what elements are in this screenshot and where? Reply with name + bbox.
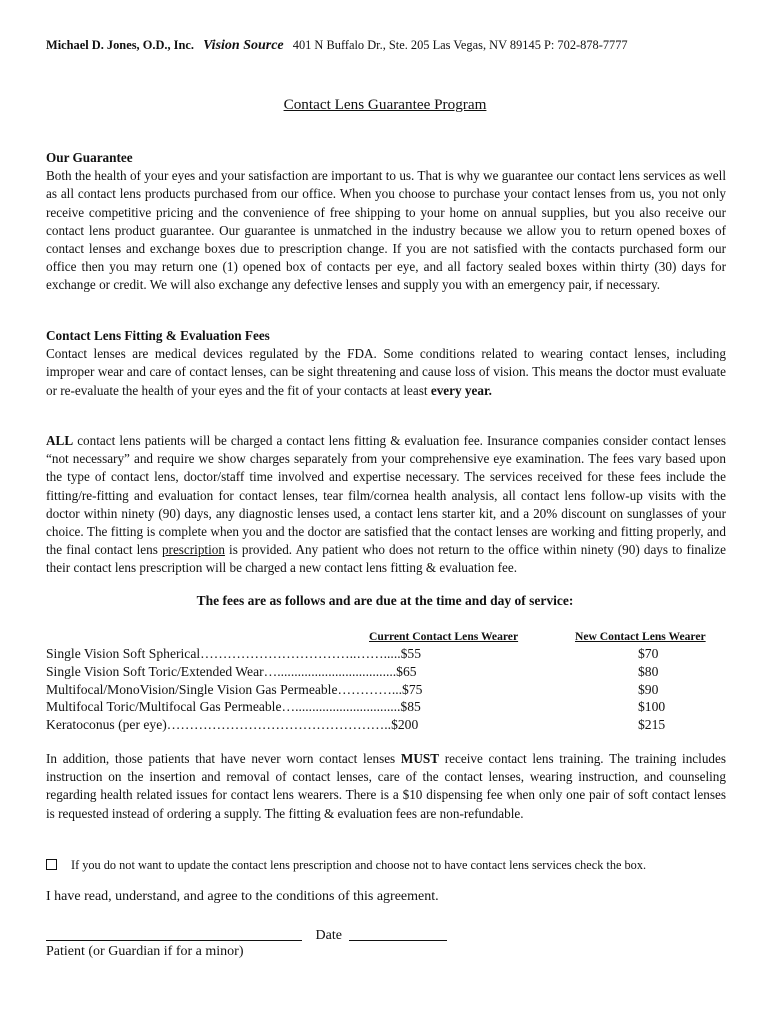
fee-table xyxy=(46,645,746,734)
fitting-body-wrap xyxy=(46,345,726,400)
fitting-body: Contact lenses are medical devices regulated by the FDA. Some conditions related to wearing contact lenses, including improper wear and care of contact lenses, can be sight threatening and cause loss of vision. This means the doctor must evaluate or re-evaluate the health of your eyes and the fit of your contacts at least xyxy=(46,346,726,398)
date-label: Date xyxy=(315,928,342,943)
fee-new: $70 xyxy=(638,646,659,661)
practice-name: Michael D. Jones, O.D., Inc. xyxy=(46,38,194,52)
training-must: MUST xyxy=(400,751,440,766)
fee-current: Multifocal/MonoVision/Single Vision Gas Permeable…………...$75 xyxy=(46,681,423,697)
agreement-statement: I have read, understand, and agree to the conditions of this agreement. xyxy=(46,889,439,904)
training-part2: receive contact lens training. The training includes instruction on the insertion and removal of contact lenses, care of the contact lenses, wearing instruction, and counseling regarding health related issues for contact lens wearers. There is a $10 dispensing fee when only one pair of soft contact lenses is requested instead of ordering a supply. The fitting & evaluation fees are non-refundable. xyxy=(46,751,726,821)
date-field[interactable] xyxy=(349,926,447,941)
fee-new: $90 xyxy=(638,681,659,697)
col-new-wearer: New Contact Lens Wearer xyxy=(575,630,706,643)
all-patients-section xyxy=(46,432,726,578)
fee-row xyxy=(46,716,746,734)
guarantee-body: Both the health of your eyes and your satisfaction are important to us. That is why we guarantee our contact lens services as well as all contact lens products purchased from our office. When you choose to purchase your contact lenses from us, you not only receive competitive pricing and the convenience of free shipping to your home on annual supplies, but you also receive our contact lens product guarantee. Our guarantee is unmatched in the industry because we allow you to return opened boxes of contact lenses and exchange boxes due to prescription change. If you are not satisfied with the contacts purchased form our office then you may return one (1) opened box of contacts per eye, and all factory sealed boxes within thirty (30) days for exchange or credit. We will also exchange any defective lenses and supply you with an emergency pair, if necessary. xyxy=(46,168,726,293)
signature-field[interactable] xyxy=(46,926,302,941)
fitting-emphasis: every year. xyxy=(430,382,492,398)
patient-label: Patient (or Guardian if for a minor) xyxy=(46,944,244,959)
col-current-wearer: Current Contact Lens Wearer xyxy=(369,630,519,643)
fees-intro: The fees are as follows and are due at the time and day of service: xyxy=(196,593,574,608)
fee-row xyxy=(46,663,746,681)
page-title: Contact Lens Guarantee Program xyxy=(283,96,487,113)
fee-row xyxy=(46,645,746,663)
signature-row xyxy=(46,926,447,944)
fee-row xyxy=(46,698,746,716)
fee-new: $215 xyxy=(638,717,666,733)
all-body-part1: contact lens patients will be charged a contact lens fitting & evaluation fee. Insurance companies consider contact lenses “not necessary” and require we show charges separately from your comprehensive eye examination. The fees vary based upon the type of contact lens, doctor/staff time involved and expertise necessary. The services received for these fees include the fitting/re-fitting and evaluation for contact lenses, tear film/cornea health analysis, all contact lens follow-up visits with the doctor within ninety (90) days, any diagnostic lenses used, a contact lens starter kit, and a 20% discount on sunglasses of your choice. The fitting is complete when you and the doctor are satisfied that the contact lenses are working and fitting properly, and the final contact lens xyxy=(46,433,726,558)
brand-name: Vision Source xyxy=(203,38,284,53)
opt-out-label: If you do not want to update the contact lens prescription and choose not to have contact lens services check the box. xyxy=(71,858,647,872)
guarantee-section xyxy=(46,149,726,295)
fitting-section xyxy=(46,327,726,400)
fee-current: Multifocal Toric/Multifocal Gas Permeable…...............................$85 xyxy=(46,699,421,715)
training-section xyxy=(46,750,726,823)
opt-out-checkbox[interactable] xyxy=(46,859,57,870)
fitting-heading: Contact Lens Fitting & Evaluation Fees xyxy=(46,328,270,343)
letterhead xyxy=(46,38,628,54)
prescription-link[interactable]: prescription xyxy=(161,542,225,558)
fee-new: $100 xyxy=(638,699,666,715)
all-body-part2: is provided. Any patient who does not return to the office within ninety (90) days to finalize their contact lens prescription will be charged a new contact lens fitting & evaluation fee. xyxy=(46,542,726,576)
all-lead: ALL xyxy=(46,433,74,448)
practice-address: 401 N Buffalo Dr., Ste. 205 Las Vegas, NV 89145 P: 702-878-7777 xyxy=(292,38,628,52)
fee-current: Keratoconus (per eye)…………………………………………..$200 xyxy=(46,717,419,733)
training-part1: In addition, those patients that have never worn contact lenses xyxy=(46,751,401,766)
fee-current: Single Vision Soft Spherical……………………………..…….....$55 xyxy=(46,646,422,661)
fee-new: $80 xyxy=(638,663,659,679)
fee-row xyxy=(46,681,746,699)
guarantee-heading: Our Guarantee xyxy=(46,150,133,165)
fee-current: Single Vision Soft Toric/Extended Wear…...................................$65 xyxy=(46,663,417,679)
opt-out-row xyxy=(46,858,646,873)
